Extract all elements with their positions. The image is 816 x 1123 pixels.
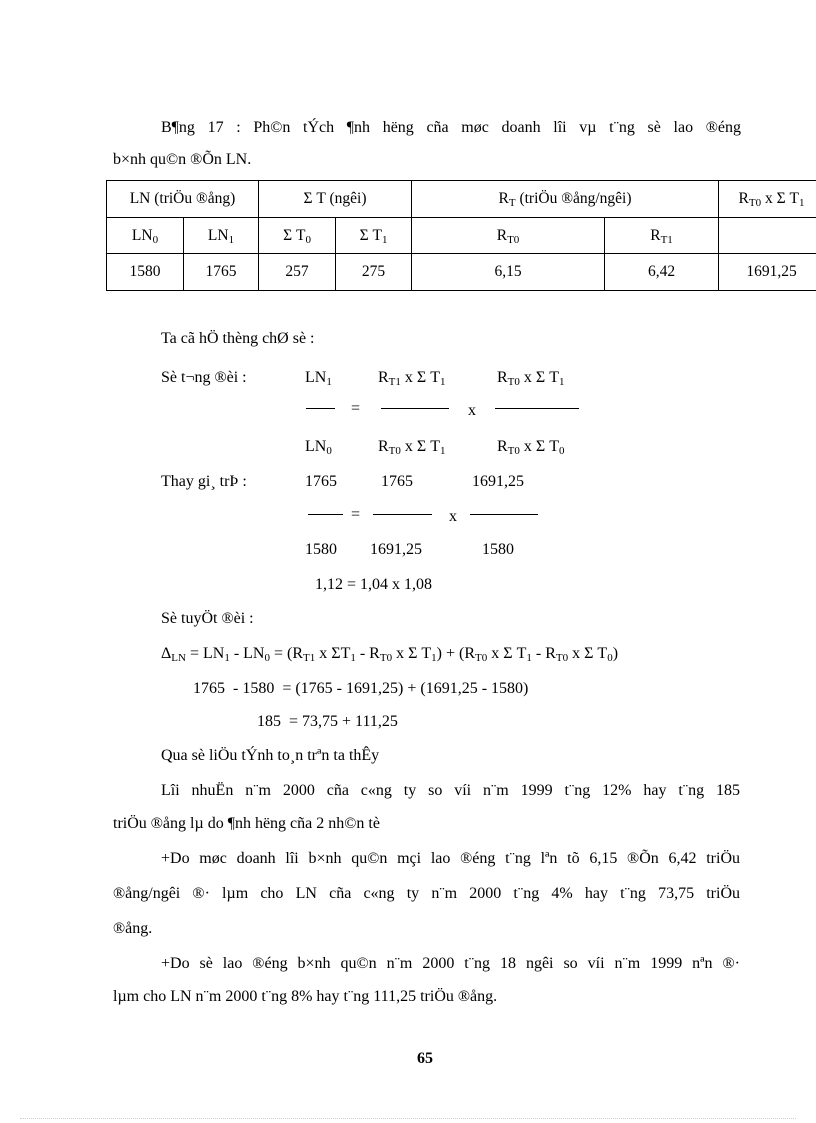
subheader-t1: Σ $T_1$ (336, 218, 412, 254)
table-row (107, 254, 816, 291)
page-number: 65 (417, 1050, 433, 1067)
paragraph-2-line-3: ®ång. (113, 920, 153, 937)
substitute-equals: = (351, 506, 361, 523)
absolute-substitution: 1765 - 1580 = (1765 - 1691,25) + (1691,25 - 1580) (193, 680, 529, 697)
subheader-ln1: $LN_1$ (184, 218, 259, 254)
fraction-bar (381, 408, 449, 409)
paragraph-3-line-2: lµm cho LN n¨m 2000 t¨ng 8% hay t¨ng 111,25 triÖu ®ång. (113, 988, 498, 1005)
fraction-bar (308, 514, 343, 515)
relative-times: x (468, 402, 476, 419)
subheader-t0: Σ $T_0$ (259, 218, 336, 254)
relative-ln0: $LN_0$ (305, 438, 332, 457)
table-subheader-row (107, 218, 816, 254)
substitute-d1: 1580 (305, 541, 337, 558)
value-rt0: 6,15 (412, 254, 605, 291)
subheader-empty (719, 218, 816, 254)
header-ln: LN (triÖu ®ång) (107, 181, 259, 218)
fraction-bar (470, 514, 538, 515)
header-rt0-x-t1: $R_{T0}$ x Σ $T_1$ (719, 181, 816, 218)
substitute-d3: 1580 (482, 541, 514, 558)
table-caption-line-2: b×nh qu©n ®Õn LN. (113, 151, 252, 168)
page-bottom-edge (20, 1118, 796, 1119)
value-ln0: 1580 (107, 254, 184, 291)
table-header-row (107, 181, 816, 218)
analysis-table (106, 180, 816, 291)
fraction-bar (306, 408, 335, 409)
relative-label: Sè t¬ng ®èi : (161, 369, 247, 386)
substitute-times: x (449, 508, 457, 525)
relative-f2-denominator: $R_{T0}$ x Σ $T_0$ (497, 438, 565, 457)
subheader-rt0: $R_{T0}$ (412, 218, 605, 254)
substitute-result: 1,12 = 1,04 x 1,08 (315, 576, 433, 593)
relative-ln1: $LN_1$ (305, 369, 332, 388)
fraction-bar (495, 408, 579, 409)
header-total-workers: Σ T (ngêi) (259, 181, 412, 218)
absolute-result: 185 = 73,75 + 111,25 (257, 713, 398, 730)
table-caption-line-1: B¶ng 17 : Ph©n tÝch ¶nh hëng cña møc doanh lîi vµ t¨ng sè lao ®éng (161, 119, 741, 136)
substitute-n1: 1765 (305, 473, 337, 490)
index-system-intro: Ta cã hÖ thèng chØ sè : (161, 330, 315, 347)
value-t0: 257 (259, 254, 336, 291)
subheader-ln0: $LN_0$ (107, 218, 184, 254)
substitute-n2: 1765 (381, 473, 413, 490)
value-ln1: 1765 (184, 254, 259, 291)
paragraph-intro: Qua sè liÖu tÝnh to¸n trªn ta thÊy (161, 747, 380, 764)
relative-f2-numerator: $R_{T0}$ x Σ $T_1$ (497, 369, 565, 388)
paragraph-3-line-1: +Do sè lao ®éng b×nh qu©n n¨m 2000 t¨ng 18 ngêi so víi n¨m 1999 nªn ®· (161, 955, 740, 972)
relative-equals: = (351, 400, 361, 417)
substitute-label: Thay gi¸ trÞ : (161, 473, 247, 490)
header-rt: $R_T$ (triÖu ®ång/ngêi) (412, 181, 719, 218)
value-t1: 275 (336, 254, 412, 291)
absolute-label: Sè tuyÖt ®èi : (161, 610, 254, 627)
paragraph-2-line-1: +Do møc doanh lîi b×nh qu©n mçi lao ®éng t¨ng lªn tõ 6,15 ®Õn 6,42 triÖu (161, 850, 740, 867)
relative-f1-numerator: $R_{T1}$ x Σ $T_1$ (378, 369, 446, 388)
absolute-formula: $\Delta_{LN} = LN_1 - LN_0 = (R_{T1}$ x $\Sigma T_1 - R_{T0}$ x Σ $T_1) + (R_{T0}$ x Σ $T_1 - R_{T0}$ x Σ $T_0$) (161, 645, 619, 664)
subheader-rt1: $R_{T1}$ (605, 218, 719, 254)
relative-f1-denominator: $R_{T0}$ x Σ $T_1$ (378, 438, 446, 457)
paragraph-1-line-2: triÖu ®ång lµ do ¶nh hëng cña 2 nh©n tè (113, 815, 380, 832)
paragraph-2-line-2: ®ång/ngêi ®· lµm cho LN cña c«ng ty n¨m 2000 t¨ng 4% hay t¨ng 73,75 triÖu (113, 885, 740, 902)
fraction-bar (373, 514, 432, 515)
value-rt1: 6,42 (605, 254, 719, 291)
value-rt0-x-t1: 1691,25 (719, 254, 816, 291)
substitute-d2: 1691,25 (370, 541, 422, 558)
substitute-n3: 1691,25 (472, 473, 524, 490)
paragraph-1-line-1: Lîi nhuËn n¨m 2000 cña c«ng ty so víi n¨m 1999 t¨ng 12% hay t¨ng 185 (161, 782, 740, 799)
